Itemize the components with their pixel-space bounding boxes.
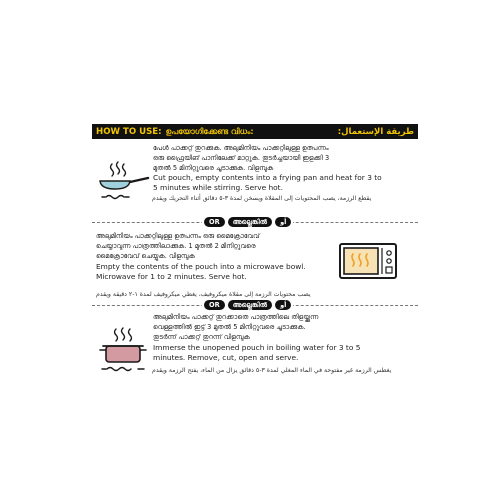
microwave-icon (338, 242, 398, 282)
boil-malayalam-line-1: അലുമിനിയം പാക്കറ്റ് തുറക്കാതെ പാത്രത്തിലെ തിളയ്ക്കുന്ന (153, 313, 319, 321)
frying-pan-icon (96, 160, 152, 200)
or-separator-1 (202, 217, 293, 227)
header-malayalam: ഉപയോഗിക്കേണ്ട വിധം: (165, 126, 254, 136)
or-arabic-pill: أو (275, 217, 291, 227)
boil-english-line-1: Immerse the unopened pouch in boiling water for 3 to 5 (153, 343, 361, 352)
pan-malayalam-line-3: മുതൽ 5 മിനിറ്റുവരെ ചൂടാക്കുക. വിളമ്പുക (153, 164, 274, 172)
microwave-malayalam-line-1: അലുമിനിയം പാക്കറ്റിലുള്ള ഉത്പന്നം ഒരു മൈക്രോവേവ് (96, 232, 260, 240)
pan-malayalam-line-2: ഒരു ഫ്രൈയിങ് പാനിലേക്ക് മാറ്റുക. തുടർച്ചയായി ഇളക്കി 3 (153, 154, 330, 162)
usage-instructions-card (92, 124, 418, 378)
or-malayalam-pill: അല്ലെങ്കിൽ (228, 217, 272, 227)
microwave-arabic-line-1: يصب محتويات الرزمة إلى مقلاة ميكروفيف، يغطي ميكروفيف لمدة ١-٢ دقيقة ويقدم (96, 291, 311, 298)
boil-malayalam-line-3: തുടർന്ന് പാക്കറ്റ് തുറന്ന് വിളമ്പുക (153, 333, 250, 341)
boiling-pot-icon (98, 327, 150, 373)
boil-arabic-line-1: يغطس الرزمة غير مفتوحة في الماء المغلي لمدة ٣-٥ دقائق يزال من الماء، يفتح الرزمة ويقدم (152, 367, 392, 374)
microwave-malayalam-line-2: ചെയ്യാവുന്ന പാത്രത്തിലാക്കുക. 1 മുതൽ 2 മിനിറ്റുവരെ (96, 242, 256, 250)
or-malayalam-pill: അല്ലെങ്കിൽ (228, 300, 272, 310)
boil-malayalam-line-2: വെള്ളത്തിൽ ഇട്ട് 3 മുതൽ 5 മിനിറ്റുവരെ ചൂടാക്കുക. (153, 323, 306, 331)
microwave-malayalam-line-3: മൈക്രോവേവ് ചെയ്യുക. വിളമ്പുക (96, 252, 195, 260)
header-arabic: طريقة الإستعمال: (337, 126, 414, 137)
pan-malayalam-line-1: പേൾ പാക്കറ്റ് തുറക്കുക. അലുമിനിയം പാക്കറ്റിലുള്ള ഉത്പന്നം (153, 144, 329, 152)
pan-english-line-2: 5 minutes while stirring. Serve hot. (153, 183, 283, 192)
pan-arabic-line-1: يقطع الرزمة، يصب المحتويات إلى المقلاة ويسخن لمدة ٣-٥ دقائق أثناء التحريك ويقدم (152, 195, 372, 202)
pan-english-line-1: Cut pouch, empty contents into a frying pan and heat for 3 to (153, 173, 382, 182)
header-english: HOW TO USE: (96, 126, 162, 137)
or-arabic-pill: أو (275, 300, 291, 310)
microwave-english-line-2: Microwave for 1 to 2 minutes. Serve hot. (96, 272, 247, 281)
or-separator-2 (202, 300, 293, 310)
how-to-use-header (92, 124, 418, 139)
microwave-english-line-1: Empty the contents of the pouch into a microwave bowl. (96, 262, 306, 271)
or-english-pill: OR (204, 300, 225, 310)
or-english-pill: OR (204, 217, 225, 227)
boil-english-line-2: minutes. Remove, cut, open and serve. (153, 353, 299, 362)
